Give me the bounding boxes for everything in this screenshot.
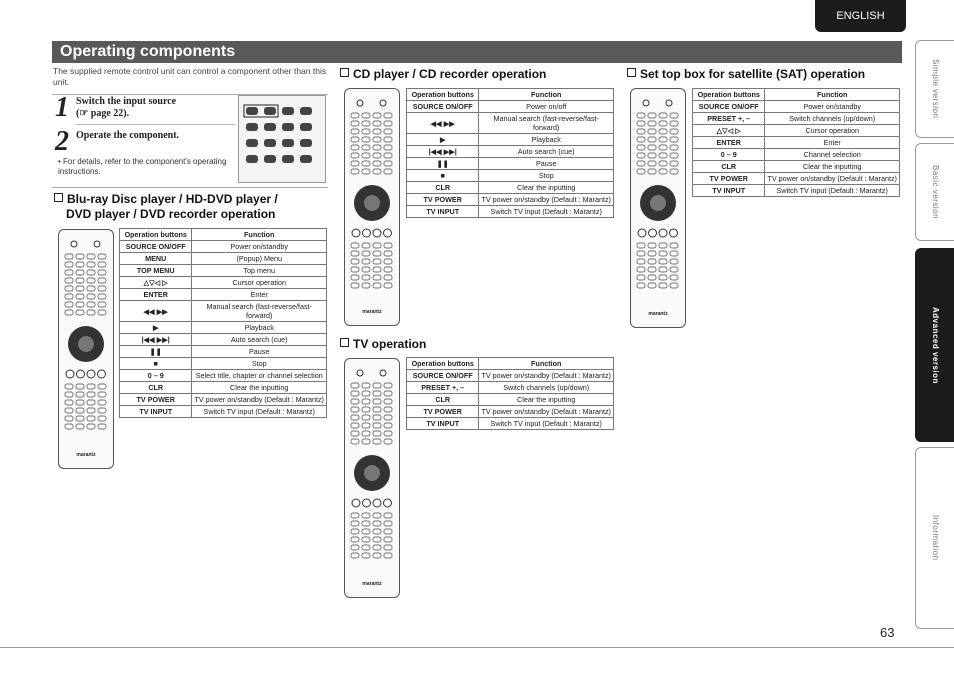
remote-input-buttons-image — [238, 95, 326, 183]
remote-brand-logo: marantz — [362, 581, 382, 587]
operation-button-cell: TV POWER — [693, 173, 765, 185]
table-row — [120, 289, 327, 301]
remote-brand-logo: marantz — [362, 309, 382, 315]
table-row — [120, 346, 327, 358]
function-cell: Clear the inputting — [479, 182, 614, 194]
table-row — [407, 134, 614, 146]
operation-button-cell: TV POWER — [120, 394, 192, 406]
header-operation-buttons: Operation buttons — [407, 358, 479, 370]
function-cell: Clear the inputting — [192, 382, 327, 394]
intro-text: The supplied remote control unit can control a component other than this unit. — [53, 66, 327, 87]
table-row — [120, 241, 327, 253]
table-row — [120, 370, 327, 382]
table-row — [120, 265, 327, 277]
table-row — [407, 101, 614, 113]
function-cell: Pause — [192, 346, 327, 358]
table-row — [693, 149, 900, 161]
tv-heading — [340, 337, 426, 352]
function-cell: Manual search (fast-reverse/fast-forward) — [192, 301, 327, 322]
table-row — [407, 206, 614, 218]
table-row — [407, 158, 614, 170]
bottom-rule — [0, 647, 954, 648]
table-row — [693, 113, 900, 125]
function-cell: TV power on/standby (Default : Marantz) — [479, 370, 614, 382]
operation-button-cell: MENU — [120, 253, 192, 265]
operation-button-cell: SOURCE ON/OFF — [120, 241, 192, 253]
remote-image-sat — [630, 88, 686, 328]
remote-drawing — [59, 230, 113, 468]
function-cell: Playback — [192, 322, 327, 334]
header-function: Function — [765, 89, 900, 101]
step-1-line2: (☞ page 22). — [76, 108, 130, 119]
function-cell: TV power on/standby (Default : Marantz) — [479, 194, 614, 206]
operation-button-cell: TV POWER — [407, 406, 479, 418]
header-function: Function — [192, 229, 327, 241]
operation-button-cell: TV INPUT — [407, 418, 479, 430]
title-bar — [52, 41, 902, 63]
function-cell: TV power on/standby (Default : Marantz) — [192, 394, 327, 406]
operation-button-cell: ENTER — [693, 137, 765, 149]
operation-button-cell: ▶ — [407, 134, 479, 146]
side-tab-simple[interactable]: Simple version — [915, 40, 954, 138]
operation-button-cell: SOURCE ON/OFF — [693, 101, 765, 113]
function-cell: Manual search (fast-reverse/fast-forward) — [479, 113, 614, 134]
bluray-heading-line2: DVD player / DVD recorder operation — [66, 207, 276, 221]
function-cell: Power on/off — [479, 101, 614, 113]
table-row — [120, 301, 327, 322]
table-row — [407, 113, 614, 134]
step-note: • For details, refer to the component's operating instructions. — [58, 157, 227, 176]
table-row — [407, 182, 614, 194]
remote-drawing — [631, 89, 685, 327]
tv-heading-text: TV operation — [353, 337, 427, 351]
remote-drawing — [345, 89, 399, 325]
side-tab-basic[interactable]: Basic version — [915, 143, 954, 241]
remote-image-bluray — [58, 229, 114, 469]
table-row — [120, 358, 327, 370]
table-row — [407, 370, 614, 382]
operation-button-cell: PRESET +, – — [693, 113, 765, 125]
operation-button-cell: ◀◀ ▶▶ — [407, 113, 479, 134]
language-tab[interactable]: ENGLISH — [815, 0, 906, 32]
table-row — [120, 394, 327, 406]
step-divider — [76, 124, 236, 125]
tv-table — [406, 357, 614, 430]
header-function: Function — [479, 358, 614, 370]
operation-button-cell: CLR — [120, 382, 192, 394]
step-2-number: 2 — [55, 126, 69, 157]
table-row — [407, 394, 614, 406]
bluray-table — [119, 228, 327, 418]
remote-brand-logo: marantz — [76, 452, 96, 458]
cd-table — [406, 88, 614, 218]
side-tab-advanced[interactable]: Advanced version — [915, 248, 954, 442]
sat-table — [692, 88, 900, 197]
table-row — [693, 173, 900, 185]
function-cell: TV power on/standby (Default : Marantz) — [479, 406, 614, 418]
table-row — [693, 101, 900, 113]
step-1-line1: Switch the input source — [76, 96, 177, 107]
header-function: Function — [479, 89, 614, 101]
header-operation-buttons: Operation buttons — [120, 229, 192, 241]
bluray-heading — [54, 192, 278, 222]
cd-heading — [340, 67, 546, 82]
remote-image-cd — [344, 88, 400, 326]
function-cell: Cursor operation — [192, 277, 327, 289]
table-row — [407, 146, 614, 158]
operation-button-cell: PRESET +, – — [407, 382, 479, 394]
cd-heading-text: CD player / CD recorder operation — [353, 67, 547, 81]
operation-button-cell: CLR — [407, 394, 479, 406]
step-1-number: 1 — [55, 92, 69, 123]
remote-brand-logo: marantz — [648, 311, 668, 317]
operation-button-cell: CLR — [693, 161, 765, 173]
function-cell: Switch channels (up/down) — [765, 113, 900, 125]
table-row — [407, 418, 614, 430]
table-row — [693, 125, 900, 137]
remote-drawing — [345, 359, 399, 597]
header-operation-buttons: Operation buttons — [693, 89, 765, 101]
function-cell: Switch TV input (Default : Marantz) — [192, 406, 327, 418]
operation-button-cell: |◀◀ ▶▶| — [120, 334, 192, 346]
table-row — [407, 194, 614, 206]
sat-heading-text: Set top box for satellite (SAT) operation — [640, 67, 866, 81]
table-row — [407, 406, 614, 418]
operation-button-cell: TV POWER — [407, 194, 479, 206]
operation-button-cell: TV INPUT — [407, 206, 479, 218]
function-cell: Switch TV input (Default : Marantz) — [479, 418, 614, 430]
function-cell: Clear the inputting — [765, 161, 900, 173]
table-row — [120, 277, 327, 289]
function-cell: Stop — [192, 358, 327, 370]
operation-button-cell: TV INPUT — [693, 185, 765, 197]
table-row — [693, 185, 900, 197]
step-2-text: Operate the component. — [76, 130, 180, 141]
page-number: 63 — [880, 625, 895, 640]
operation-button-cell: ◀◀ ▶▶ — [120, 301, 192, 322]
operation-button-cell: SOURCE ON/OFF — [407, 370, 479, 382]
table-row — [120, 382, 327, 394]
operation-button-cell: |◀◀ ▶▶| — [407, 146, 479, 158]
function-cell: Auto search (cue) — [479, 146, 614, 158]
function-cell: Switch channels (up/down) — [479, 382, 614, 394]
operation-button-cell: TOP MENU — [120, 265, 192, 277]
operation-button-cell: ❚❚ — [120, 346, 192, 358]
sat-heading — [627, 67, 865, 82]
function-cell: Top menu — [192, 265, 327, 277]
function-cell: Enter — [192, 289, 327, 301]
function-cell: Stop — [479, 170, 614, 182]
function-cell: Select title, chapter or channel selection — [192, 370, 327, 382]
operation-button-cell: ❚❚ — [407, 158, 479, 170]
side-tab-information[interactable]: Information — [915, 447, 954, 629]
bluray-heading-line1: Blu-ray Disc player / HD-DVD player / — [67, 192, 278, 206]
table-row — [120, 253, 327, 265]
function-cell: Power on/standby — [765, 101, 900, 113]
operation-button-cell: △▽◁ ▷ — [120, 277, 192, 289]
header-operation-buttons: Operation buttons — [407, 89, 479, 101]
function-cell: Channel selection — [765, 149, 900, 161]
table-row — [120, 406, 327, 418]
step-1-text — [76, 96, 176, 120]
operation-button-cell: 0 – 9 — [120, 370, 192, 382]
operation-button-cell: SOURCE ON/OFF — [407, 101, 479, 113]
operation-button-cell: ■ — [120, 358, 192, 370]
operation-button-cell: ▶ — [120, 322, 192, 334]
operation-button-cell: ENTER — [120, 289, 192, 301]
function-cell: Switch TV input (Default : Marantz) — [765, 185, 900, 197]
function-cell: (Popup) Menu — [192, 253, 327, 265]
table-row — [407, 382, 614, 394]
operation-button-cell: 0 – 9 — [693, 149, 765, 161]
table-row — [693, 137, 900, 149]
function-cell: Enter — [765, 137, 900, 149]
remote-image-tv — [344, 358, 400, 598]
operation-button-cell: CLR — [407, 182, 479, 194]
table-row — [120, 334, 327, 346]
operation-button-cell: △▽◁ ▷ — [693, 125, 765, 137]
page-title: Operating components — [60, 43, 236, 60]
function-cell: TV power on/standby (Default : Marantz) — [765, 173, 900, 185]
function-cell: Clear the inputting — [479, 394, 614, 406]
operation-button-cell: ■ — [407, 170, 479, 182]
function-cell: Power on/standby — [192, 241, 327, 253]
function-cell: Auto search (cue) — [192, 334, 327, 346]
table-row — [120, 322, 327, 334]
function-cell: Playback — [479, 134, 614, 146]
operation-button-cell: TV INPUT — [120, 406, 192, 418]
function-cell: Switch TV input (Default : Marantz) — [479, 206, 614, 218]
table-row — [407, 170, 614, 182]
function-cell: Cursor operation — [765, 125, 900, 137]
table-row — [693, 161, 900, 173]
function-cell: Pause — [479, 158, 614, 170]
